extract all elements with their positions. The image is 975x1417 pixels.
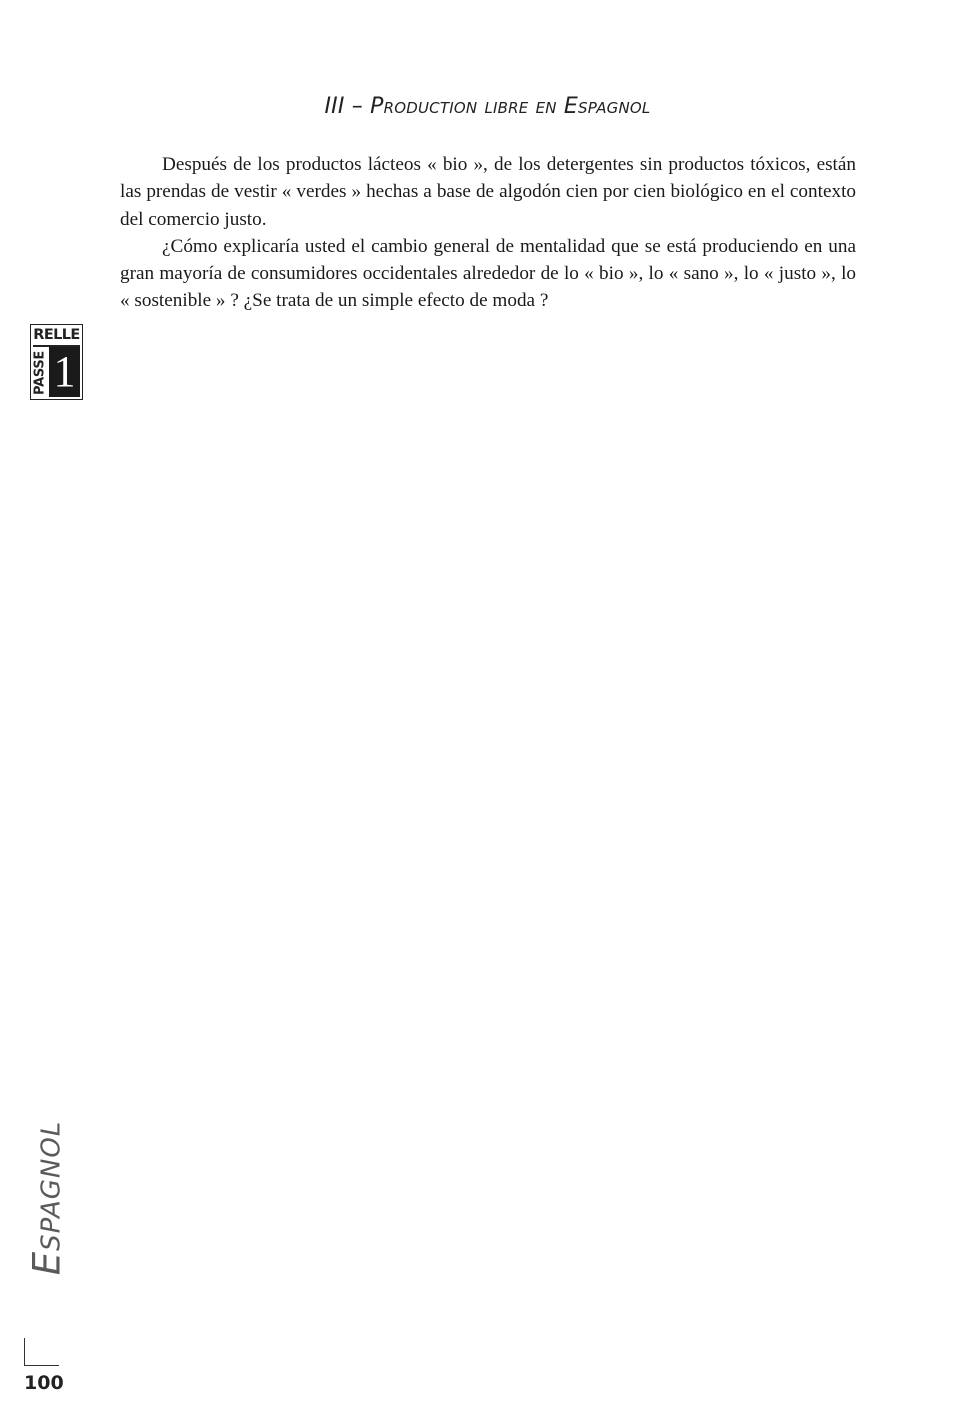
corner-mark-horizontal xyxy=(24,1365,59,1366)
side-label-text: Espagnol xyxy=(25,1120,69,1276)
badge-passe-text: PASSE xyxy=(32,350,47,395)
section-title-text: Production libre en Espagnol xyxy=(370,94,651,119)
side-label xyxy=(26,1098,68,1298)
body-text xyxy=(120,151,856,315)
page-number: 100 xyxy=(24,1372,64,1394)
corner-mark-vertical xyxy=(24,1338,25,1366)
section-title xyxy=(120,94,855,119)
paragraph-2: ¿Cómo explicaría usted el cambio general de mentalidad que se está produciendo en una gran mayoría de consumidores occidentales alrededor de lo « bio », lo « sano », lo « justo », lo « sostenible » ? ¿Se trata de un simple efecto de moda ? xyxy=(120,235,856,312)
badge-number: 1 xyxy=(49,347,80,397)
badge-relle-text: RELLE xyxy=(33,327,80,343)
passe-relle-badge xyxy=(30,324,83,400)
paragraph-1: Después de los productos lácteos « bio », de los detergentes sin productos tóxicos, están las prendas de vestir « verdes » hechas a base de algodón cien por cien biológico en el contexto del comercio justo. xyxy=(120,154,856,230)
badge-passe-side xyxy=(31,347,48,398)
section-title-prefix: III – xyxy=(324,94,371,119)
